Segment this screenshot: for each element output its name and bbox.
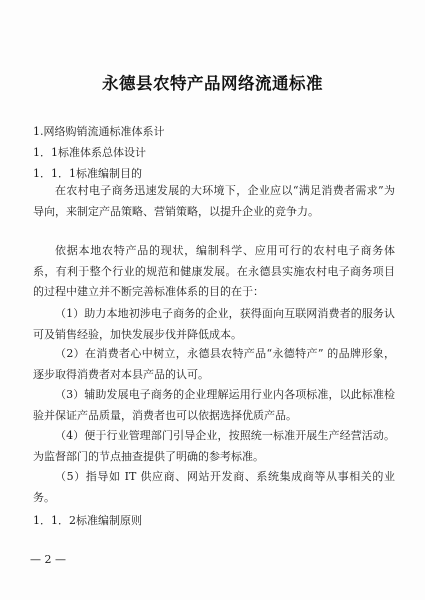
section-heading-1-1: 1．1标准体系总体设计 (33, 146, 146, 159)
section-heading-1: 1.网络购销流通标准体系计 (33, 125, 165, 138)
paragraph-6: （4）便于行业管理部门引导企业，按照统一标准开展生产经营活动。为监督部门的节点抽查提供了明确的参考标准。 (33, 429, 395, 463)
paragraph-5: （3）辅助发展电子商务的企业理解运用行业内各项标准，以此标准检验并保证产品质量，消费者也可以依据选择优质产品。 (33, 388, 395, 422)
paragraph-2: 依据本地农特产品的现状，编制科学、应用可行的农村电子商务体系，有利于整个行业的规范和健康发展。在永德县实施农村电子商务项目的过程中建立并不断完善标准体系的目的在于： (33, 244, 395, 298)
paragraph-3: （1）助力本地初涉电子商务的企业，获得面向互联网消费者的服务认可及销售经验，加快发展步伐并降低成本。 (33, 307, 395, 341)
paragraph-4: （2）在消费者心中树立，永德县农特产品“永德特产” 的品牌形象，逐步取得消费者对本县产品的认可。 (33, 347, 395, 381)
paragraph-1: 在农村电子商务迅速发展的大环境下，企业应以“满足消费者需求”为导向，来制定产品策略、营销策略，以提升企业的竞争力。 (33, 184, 395, 218)
page-number: — 2 — (30, 553, 66, 566)
document-title: 永德县农特产品网络流通标准 (102, 74, 323, 93)
section-heading-1-1-1: 1．1．1标准编制目的 (33, 167, 142, 180)
section-heading-1-1-2: 1．1．2标准编制原则 (33, 514, 142, 527)
paragraph-7: （5）指导如 IT 供应商、网站开发商、系统集成商等从事相关的业务。 (33, 470, 395, 504)
